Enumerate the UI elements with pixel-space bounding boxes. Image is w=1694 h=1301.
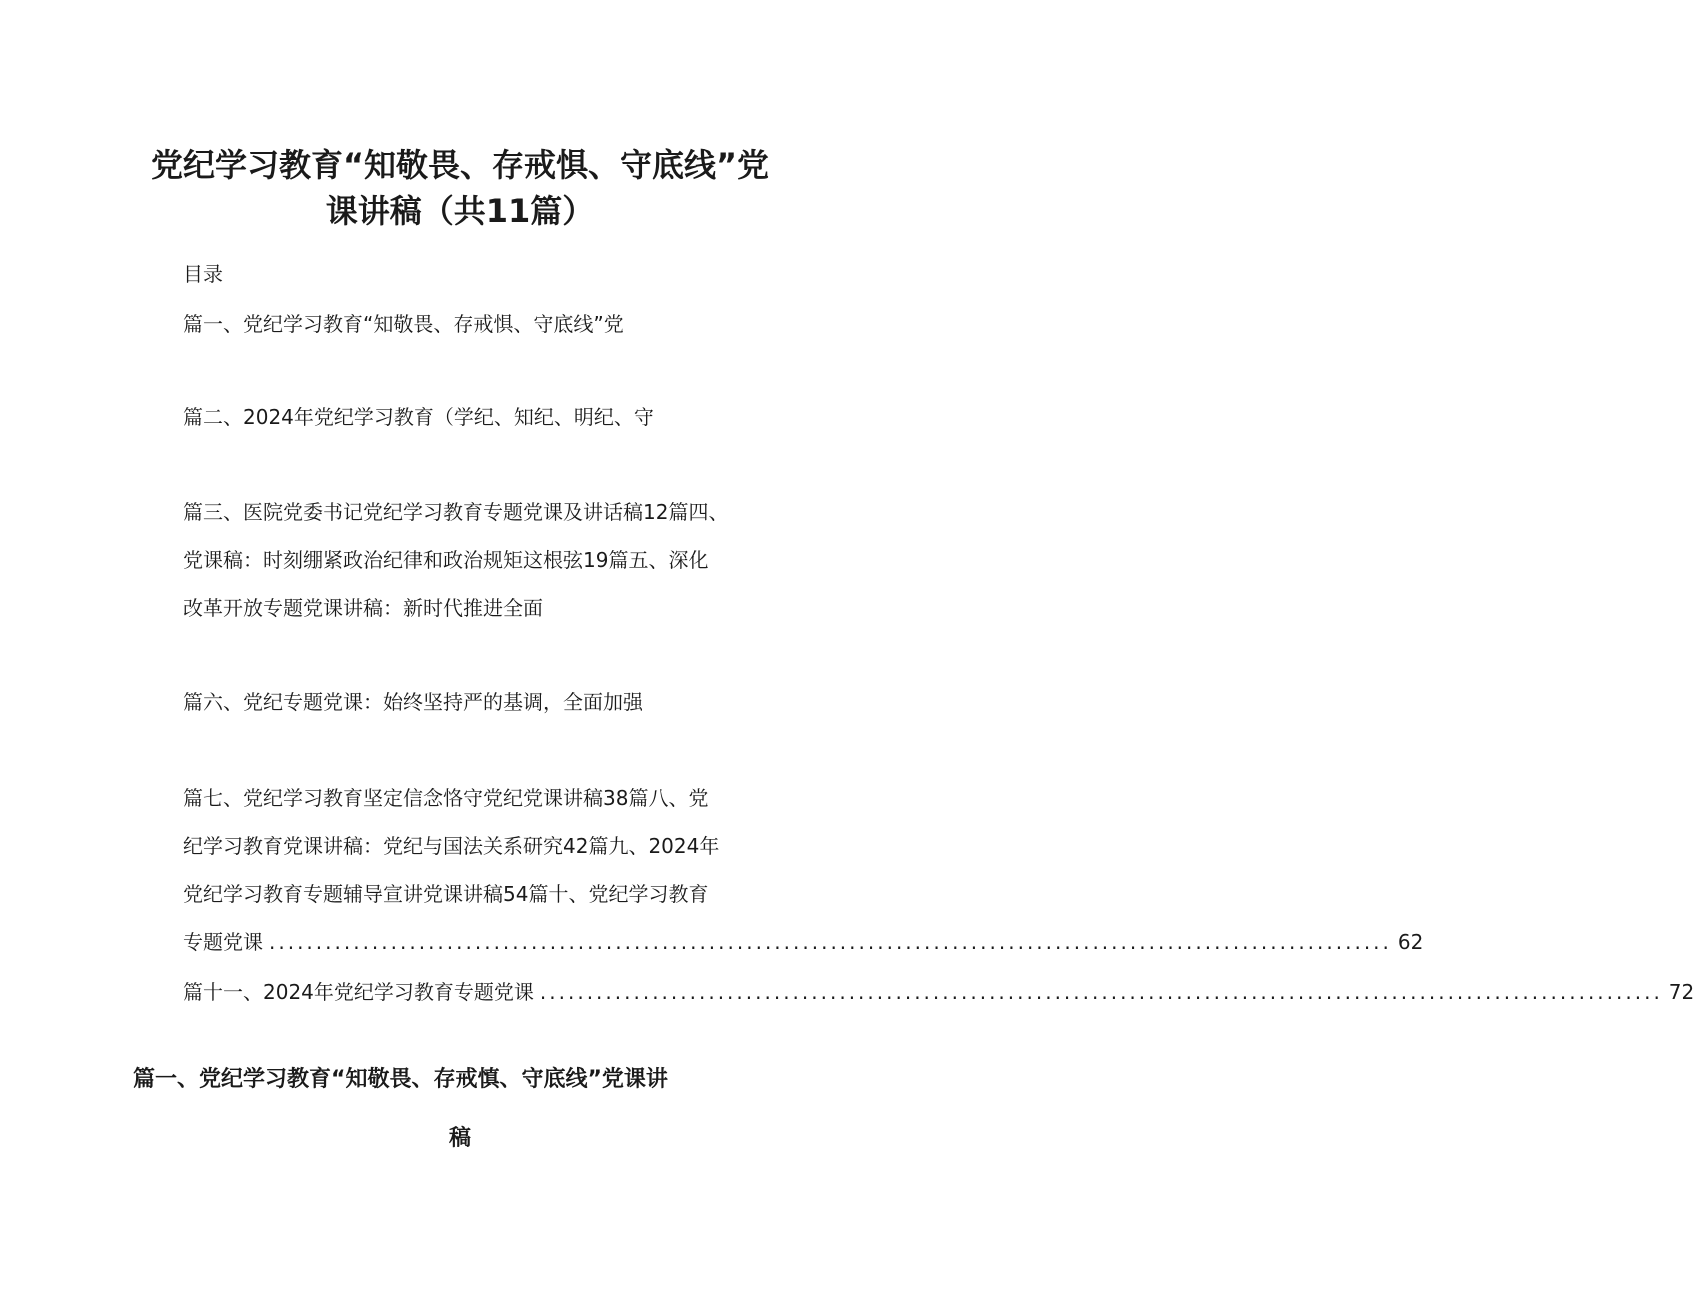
- toc-entry-10: [183, 930, 1424, 954]
- document-title-line-1: 党纪学习教育“知敬畏、存戒惧、守底线”党: [150, 146, 770, 184]
- toc-leader-dots: ........................................................................................................................: [539, 980, 1663, 1004]
- toc-page-number: 72: [1668, 980, 1694, 1004]
- section-heading-line-2: 稿: [448, 1126, 471, 1151]
- toc-page-number: 62: [1397, 930, 1424, 954]
- toc-entry-3-line-1: 篇三、医院党委书记党纪学习教育专题党课及讲话稿12篇四、: [183, 500, 729, 524]
- toc-entry-2: 篇二、2024年党纪学习教育（学纪、知纪、明纪、守: [183, 405, 654, 429]
- toc-entry-3-line-3: 改革开放专题党课讲稿：新时代推进全面: [183, 596, 543, 620]
- toc-heading: 目录: [183, 262, 223, 286]
- section-heading-line-1: 篇一、党纪学习教育“知敬畏、存戒慎、守底线”党课讲: [133, 1067, 668, 1092]
- toc-entry-7-line-2: 纪学习教育党课讲稿：党纪与国法关系研究42篇九、2024年: [183, 834, 720, 858]
- toc-entry-7-line-3: 党纪学习教育专题辅导宣讲党课讲稿54篇十、党纪学习教育: [183, 882, 709, 906]
- toc-entry-3-line-2: 党课稿：时刻绷紧政治纪律和政治规矩这根弦19篇五、深化: [183, 548, 709, 572]
- toc-entry-1: 篇一、党纪学习教育“知敬畏、存戒惧、守底线”党: [183, 312, 624, 336]
- toc-entry-label: 篇十一、2024年党纪学习教育专题党课: [183, 980, 534, 1004]
- toc-entry-6: 篇六、党纪专题党课：始终坚持严的基调，全面加强: [183, 690, 643, 714]
- toc-entry-11: [183, 980, 1694, 1004]
- toc-entry-label: 专题党课: [183, 930, 263, 954]
- toc-leader-dots: ........................................................................................................................: [269, 930, 1392, 954]
- document-title-line-2: 课讲稿（共11篇）: [325, 192, 595, 230]
- toc-entry-7-line-1: 篇七、党纪学习教育坚定信念恪守党纪党课讲稿38篇八、党: [183, 786, 709, 810]
